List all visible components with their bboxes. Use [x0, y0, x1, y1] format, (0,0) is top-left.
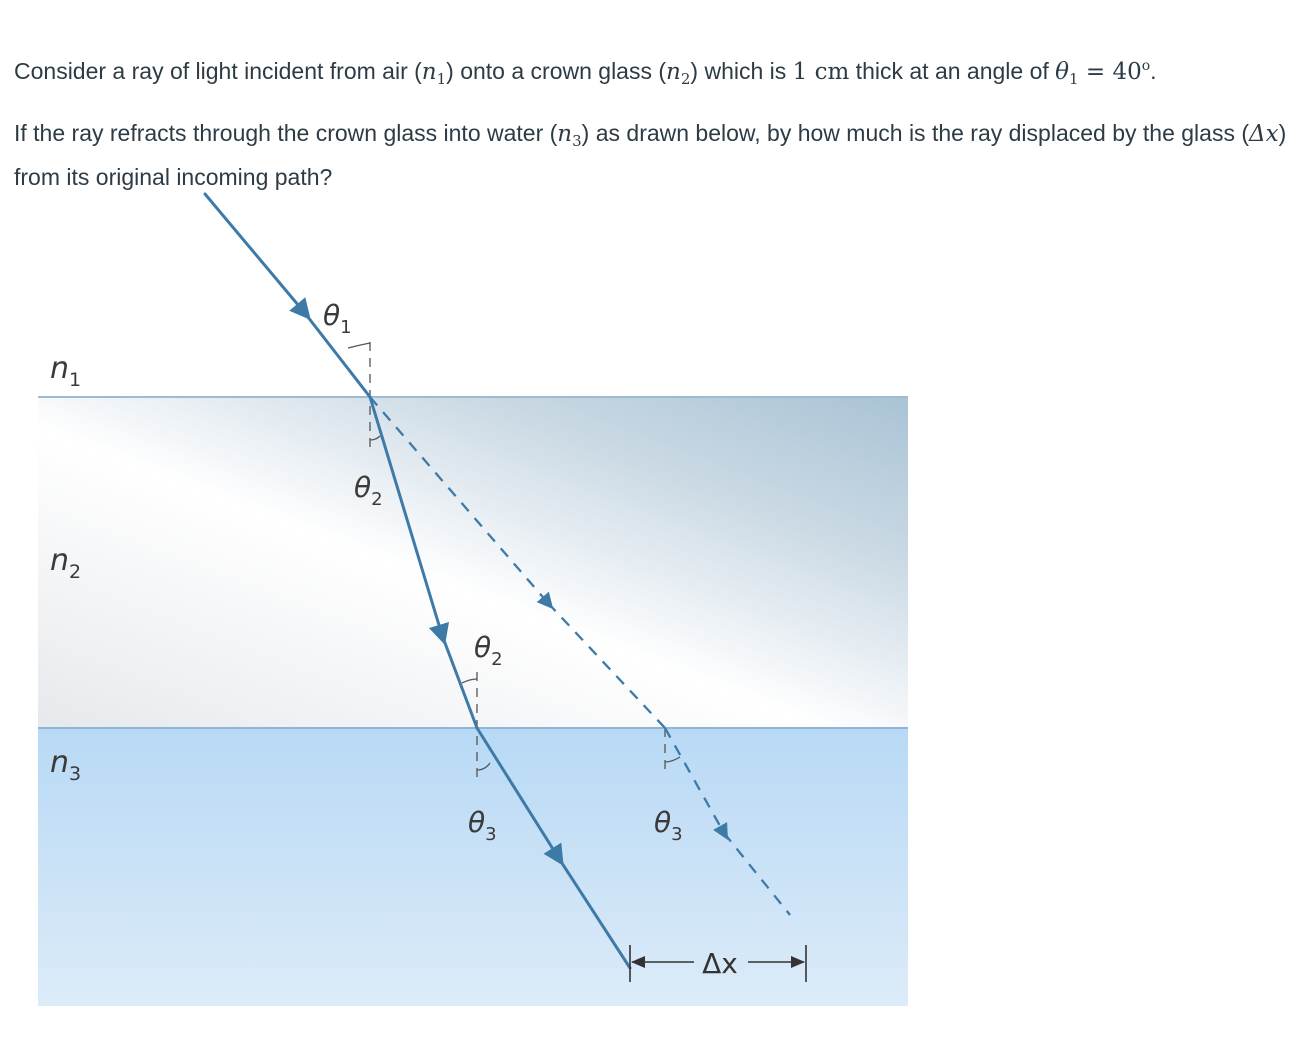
math-thickness: 1 cm	[792, 59, 850, 85]
label-theta1: $\theta_1$	[323, 299, 352, 338]
label-theta3-left: $\theta_3$	[468, 806, 497, 845]
math-n1: $n_1$	[421, 59, 447, 88]
question-line-2: If the ray refracts through the crown glass into water $(n_3)$ as drawn below, by how much is the ray displaced by the glass (Δx) from its original incoming path?	[14, 120, 1287, 190]
math-n3: $n_3$	[557, 121, 582, 150]
math-angle-value: = $40^o$	[1078, 58, 1151, 85]
math-theta1: $\theta_1$	[1055, 59, 1079, 88]
label-theta3-right: $\theta_3$	[654, 806, 683, 845]
label-delta-x: Δx	[702, 947, 738, 980]
glass-slab	[38, 397, 908, 728]
label-n1: $n_1$	[50, 351, 82, 391]
refraction-diagram	[0, 190, 920, 1020]
label-theta2-top: $\theta_2$	[354, 471, 383, 510]
label-n3: $n_3$	[50, 745, 82, 785]
label-n2: $n_2$	[50, 543, 82, 583]
question-text	[14, 48, 1294, 195]
label-theta2-bottom: $\theta_2$	[474, 631, 503, 670]
incident-ray	[205, 194, 304, 312]
math-delta-x: Δx	[1249, 121, 1279, 147]
question-line-1: Consider a ray of light incident from air $(n_1)$ onto a crown glass $(n_2)$ which is 1 cm thick at an angle of $\theta_1 = 40^o$.	[14, 58, 1157, 88]
water-region	[38, 728, 908, 1006]
math-n2: $n_2$	[666, 59, 691, 88]
angle-arc-theta1	[348, 343, 370, 348]
